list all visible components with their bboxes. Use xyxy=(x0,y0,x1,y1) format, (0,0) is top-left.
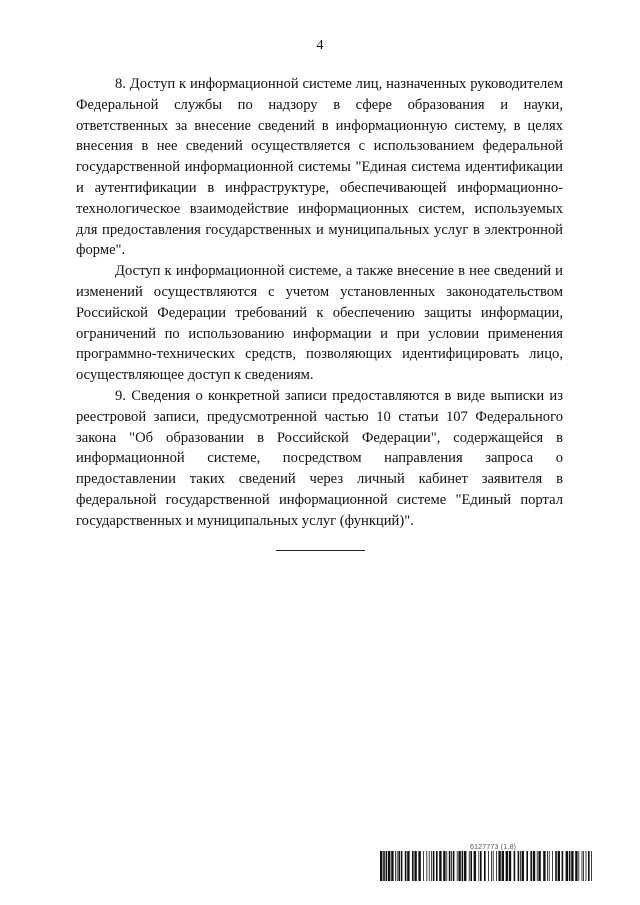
barcode-bar xyxy=(433,851,435,881)
barcode-bar xyxy=(566,851,568,881)
barcode-bar xyxy=(578,851,579,881)
barcode-bar xyxy=(449,851,451,881)
barcode-bar xyxy=(543,851,545,881)
barcode-bar xyxy=(443,851,445,881)
barcode-bar xyxy=(469,851,470,881)
barcode-bar xyxy=(478,851,479,881)
barcode-bar xyxy=(407,851,409,881)
barcode-bar xyxy=(518,851,520,881)
barcode-bar xyxy=(530,851,532,881)
page-number: 4 xyxy=(316,38,324,53)
barcode-bar xyxy=(391,851,393,881)
barcode-bar xyxy=(537,851,538,881)
barcode-bar xyxy=(464,851,466,881)
barcode-bar xyxy=(423,851,424,881)
barcode-bar xyxy=(549,851,550,881)
barcode-bar xyxy=(488,851,489,881)
barcode-bar xyxy=(562,851,564,881)
barcode-bar xyxy=(439,851,441,881)
barcode-bar xyxy=(470,851,472,881)
barcode-bar xyxy=(418,851,420,881)
paragraph-9: 9. Сведения о конкретной записи предоставляются в виде выписки из реестровой записи, предусмотренной частью 10 статьи 107 Федерального закона "Об образовании в Российской Федерации", содержащейся в информационной системе, посредством направления запроса о предоставлении таких сведений через личный кабинет заявителя в федеральной государственной информационной системе "Единый портал государственных и муниципальных услуг (функций)". xyxy=(76,387,563,529)
barcode-bar xyxy=(520,851,521,881)
barcode-bar xyxy=(484,851,486,881)
barcode-bar xyxy=(555,851,557,881)
barcode-bar xyxy=(462,851,464,881)
barcode-bar xyxy=(446,851,447,881)
document-body xyxy=(76,74,563,532)
barcode-bar xyxy=(453,851,455,881)
barcode-bar xyxy=(397,851,398,881)
barcode-bar xyxy=(533,851,535,881)
barcode-bar xyxy=(383,851,385,881)
barcode-bar xyxy=(395,851,396,881)
barcode-bar xyxy=(429,851,430,881)
barcode-bar xyxy=(575,851,577,881)
barcode-bar xyxy=(522,851,524,881)
barcode-bar xyxy=(405,851,407,881)
barcode-bar xyxy=(480,851,482,881)
barcode-bar xyxy=(431,851,432,881)
barcode-bar xyxy=(582,851,583,881)
barcode-bar xyxy=(506,851,508,881)
paragraph-8: 8. Доступ к информационной системе лиц, назначенных руководителем Федеральной службы по надзору в сфере образования и науки, ответственных за внесение сведений в информационную систему, в целях внесения в нее сведений осуществляется с использованием федеральной государственной информационной системы "Единая система идентификации и аутентификации в инфраструктуре, обеспечивающей информационно-технологическое взаимодействие информационных систем, используемых для предоставления государственных и муниципальных услуг в электронной форме". xyxy=(76,76,563,259)
barcode-bar xyxy=(474,851,476,881)
barcode-bar xyxy=(436,851,438,881)
barcode-bar xyxy=(451,851,452,881)
paragraph-access: Доступ к информационной системе, а также внесение в нее сведений и изменений осуществляются с учетом установленных законодательством Российской Федерации требований к обеспечению защиты информации, ограничений по использованию информации и при условии применения программно-технических средств, позволяющих идентифицировать лицо, осуществляющее доступ к сведениям. xyxy=(76,263,563,384)
barcode-bar xyxy=(401,851,403,881)
barcode-bar xyxy=(496,851,497,881)
barcode-bar xyxy=(547,851,548,881)
barcode-bar xyxy=(502,851,504,881)
barcode-bar xyxy=(458,851,460,881)
barcode-bar xyxy=(571,851,573,881)
barcode-bar xyxy=(569,851,571,881)
end-divider xyxy=(276,550,365,551)
barcode-bar xyxy=(426,851,427,881)
barcode-bar xyxy=(398,851,400,881)
barcode-bar xyxy=(386,851,388,881)
barcode-bar xyxy=(388,851,390,881)
barcode-bar xyxy=(457,851,458,881)
barcode-bar xyxy=(538,851,540,881)
barcode-bar xyxy=(558,851,560,881)
barcode-bar xyxy=(514,851,516,881)
barcode-bar xyxy=(509,851,511,881)
barcode-image xyxy=(380,851,592,881)
barcode-bar xyxy=(588,851,590,881)
barcode-bar xyxy=(414,851,416,881)
barcode-bar xyxy=(498,851,500,881)
barcode-bar xyxy=(591,851,592,881)
barcode-bar xyxy=(493,851,494,881)
barcode-bar xyxy=(412,851,414,881)
barcode-bar xyxy=(586,851,587,881)
barcode-bar xyxy=(583,851,584,881)
document-code: 6127773 (1.8) xyxy=(470,844,517,851)
barcode-bar xyxy=(380,851,382,881)
barcode-bar xyxy=(526,851,528,881)
barcode-bar xyxy=(552,851,553,881)
barcode-bar xyxy=(491,851,492,881)
